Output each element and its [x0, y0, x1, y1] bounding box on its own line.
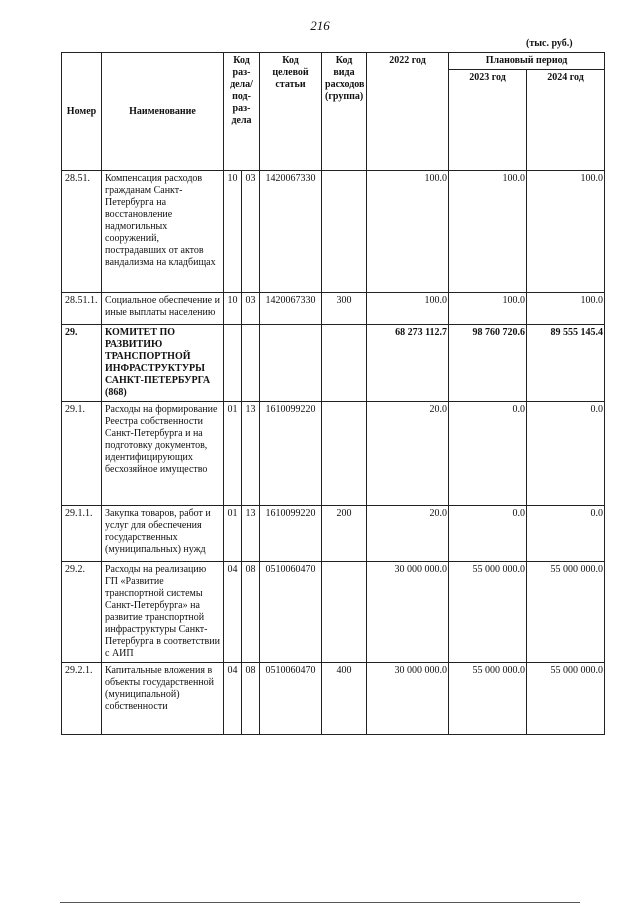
- row-name: Расходы на формирование Реестра собственности Санкт-Петербурга и на подготовку документов, идентифицирующих бесхозяйное имущество: [102, 402, 224, 506]
- row-2023: 0.0: [449, 506, 527, 562]
- row-2024: 0.0: [527, 506, 605, 562]
- table-row: [62, 506, 605, 562]
- row-section: 04: [224, 663, 242, 735]
- row-expense-type: [322, 402, 367, 506]
- budget-table: [61, 52, 605, 735]
- row-section: [224, 325, 242, 402]
- row-2024: 100.0: [527, 293, 605, 325]
- header-name: Наименование: [102, 53, 224, 171]
- row-target-code: [260, 325, 322, 402]
- header-number: Номер: [62, 53, 102, 171]
- table-row: [62, 402, 605, 506]
- row-name: Расходы на реализацию ГП «Развитие транспортной системы Санкт-Петербурга» на развитие транспортной инфраструктуры Санкт-Петербурга в соответствии с АИП: [102, 562, 224, 663]
- row-2023: 55 000 000.0: [449, 562, 527, 663]
- row-subsection: [242, 325, 260, 402]
- row-2022: 100.0: [367, 293, 449, 325]
- header-section: Код раз-дела/ под-раз-дела: [224, 53, 260, 171]
- row-2023: 0.0: [449, 402, 527, 506]
- header-2022: 2022 год: [367, 53, 449, 171]
- row-2024: 55 000 000.0: [527, 562, 605, 663]
- row-section: 10: [224, 293, 242, 325]
- row-subsection: 13: [242, 506, 260, 562]
- row-2022: 68 273 112.7: [367, 325, 449, 402]
- row-number: 29.: [62, 325, 102, 402]
- row-2022: 30 000 000.0: [367, 562, 449, 663]
- row-name: Капитальные вложения в объекты государственной (муниципальной) собственности: [102, 663, 224, 735]
- row-expense-type: [322, 171, 367, 293]
- bottom-rule: [60, 902, 580, 903]
- row-name: Компенсация расходов гражданам Санкт-Петербурга на восстановление надмогильных сооружений, пострадавших от актов вандализма на кладбищах: [102, 171, 224, 293]
- row-target-code: 0510060470: [260, 663, 322, 735]
- row-2022: 20.0: [367, 506, 449, 562]
- header-expense-type: Код вида расходов (группа): [322, 53, 367, 171]
- header-2024: 2024 год: [527, 70, 605, 171]
- row-2024: 100.0: [527, 171, 605, 293]
- row-target-code: 1420067330: [260, 293, 322, 325]
- table-row: [62, 325, 605, 402]
- row-expense-type: 300: [322, 293, 367, 325]
- row-2022: 20.0: [367, 402, 449, 506]
- row-expense-type: [322, 562, 367, 663]
- row-number: 29.2.1.: [62, 663, 102, 735]
- row-expense-type: 200: [322, 506, 367, 562]
- row-2023: 55 000 000.0: [449, 663, 527, 735]
- row-number: 29.1.1.: [62, 506, 102, 562]
- row-subsection: 13: [242, 402, 260, 506]
- row-2024: 0.0: [527, 402, 605, 506]
- header-target: Код целевой статьи: [260, 53, 322, 171]
- row-2023: 98 760 720.6: [449, 325, 527, 402]
- header-planned: Плановый период: [449, 53, 605, 70]
- row-section: 04: [224, 562, 242, 663]
- row-subsection: 03: [242, 171, 260, 293]
- row-subsection: 08: [242, 663, 260, 735]
- header-2023: 2023 год: [449, 70, 527, 171]
- row-section: 10: [224, 171, 242, 293]
- row-target-code: 1610099220: [260, 506, 322, 562]
- row-2023: 100.0: [449, 293, 527, 325]
- row-name: КОМИТЕТ ПО РАЗВИТИЮ ТРАНСПОРТНОЙ ИНФРАСТРУКТУРЫ САНКТ-ПЕТЕРБУРГА (868): [102, 325, 224, 402]
- table-row: [62, 171, 605, 293]
- row-target-code: 0510060470: [260, 562, 322, 663]
- row-number: 28.51.1.: [62, 293, 102, 325]
- table-row: [62, 562, 605, 663]
- row-number: 29.1.: [62, 402, 102, 506]
- row-section: 01: [224, 506, 242, 562]
- row-number: 28.51.: [62, 171, 102, 293]
- row-2024: 55 000 000.0: [527, 663, 605, 735]
- row-number: 29.2.: [62, 562, 102, 663]
- units-label: (тыс. руб.): [526, 38, 573, 49]
- row-name: Закупка товаров, работ и услуг для обеспечения государственных (муниципальных) нужд: [102, 506, 224, 562]
- row-expense-type: [322, 325, 367, 402]
- row-target-code: 1420067330: [260, 171, 322, 293]
- row-expense-type: 400: [322, 663, 367, 735]
- row-2022: 30 000 000.0: [367, 663, 449, 735]
- page-number: 216: [310, 18, 330, 33]
- table-row: [62, 293, 605, 325]
- table-row: [62, 663, 605, 735]
- row-section: 01: [224, 402, 242, 506]
- row-subsection: 03: [242, 293, 260, 325]
- row-2023: 100.0: [449, 171, 527, 293]
- row-target-code: 1610099220: [260, 402, 322, 506]
- header-row-1: [62, 53, 605, 70]
- row-subsection: 08: [242, 562, 260, 663]
- row-2024: 89 555 145.4: [527, 325, 605, 402]
- row-name: Социальное обеспечение и иные выплаты населению: [102, 293, 224, 325]
- row-2022: 100.0: [367, 171, 449, 293]
